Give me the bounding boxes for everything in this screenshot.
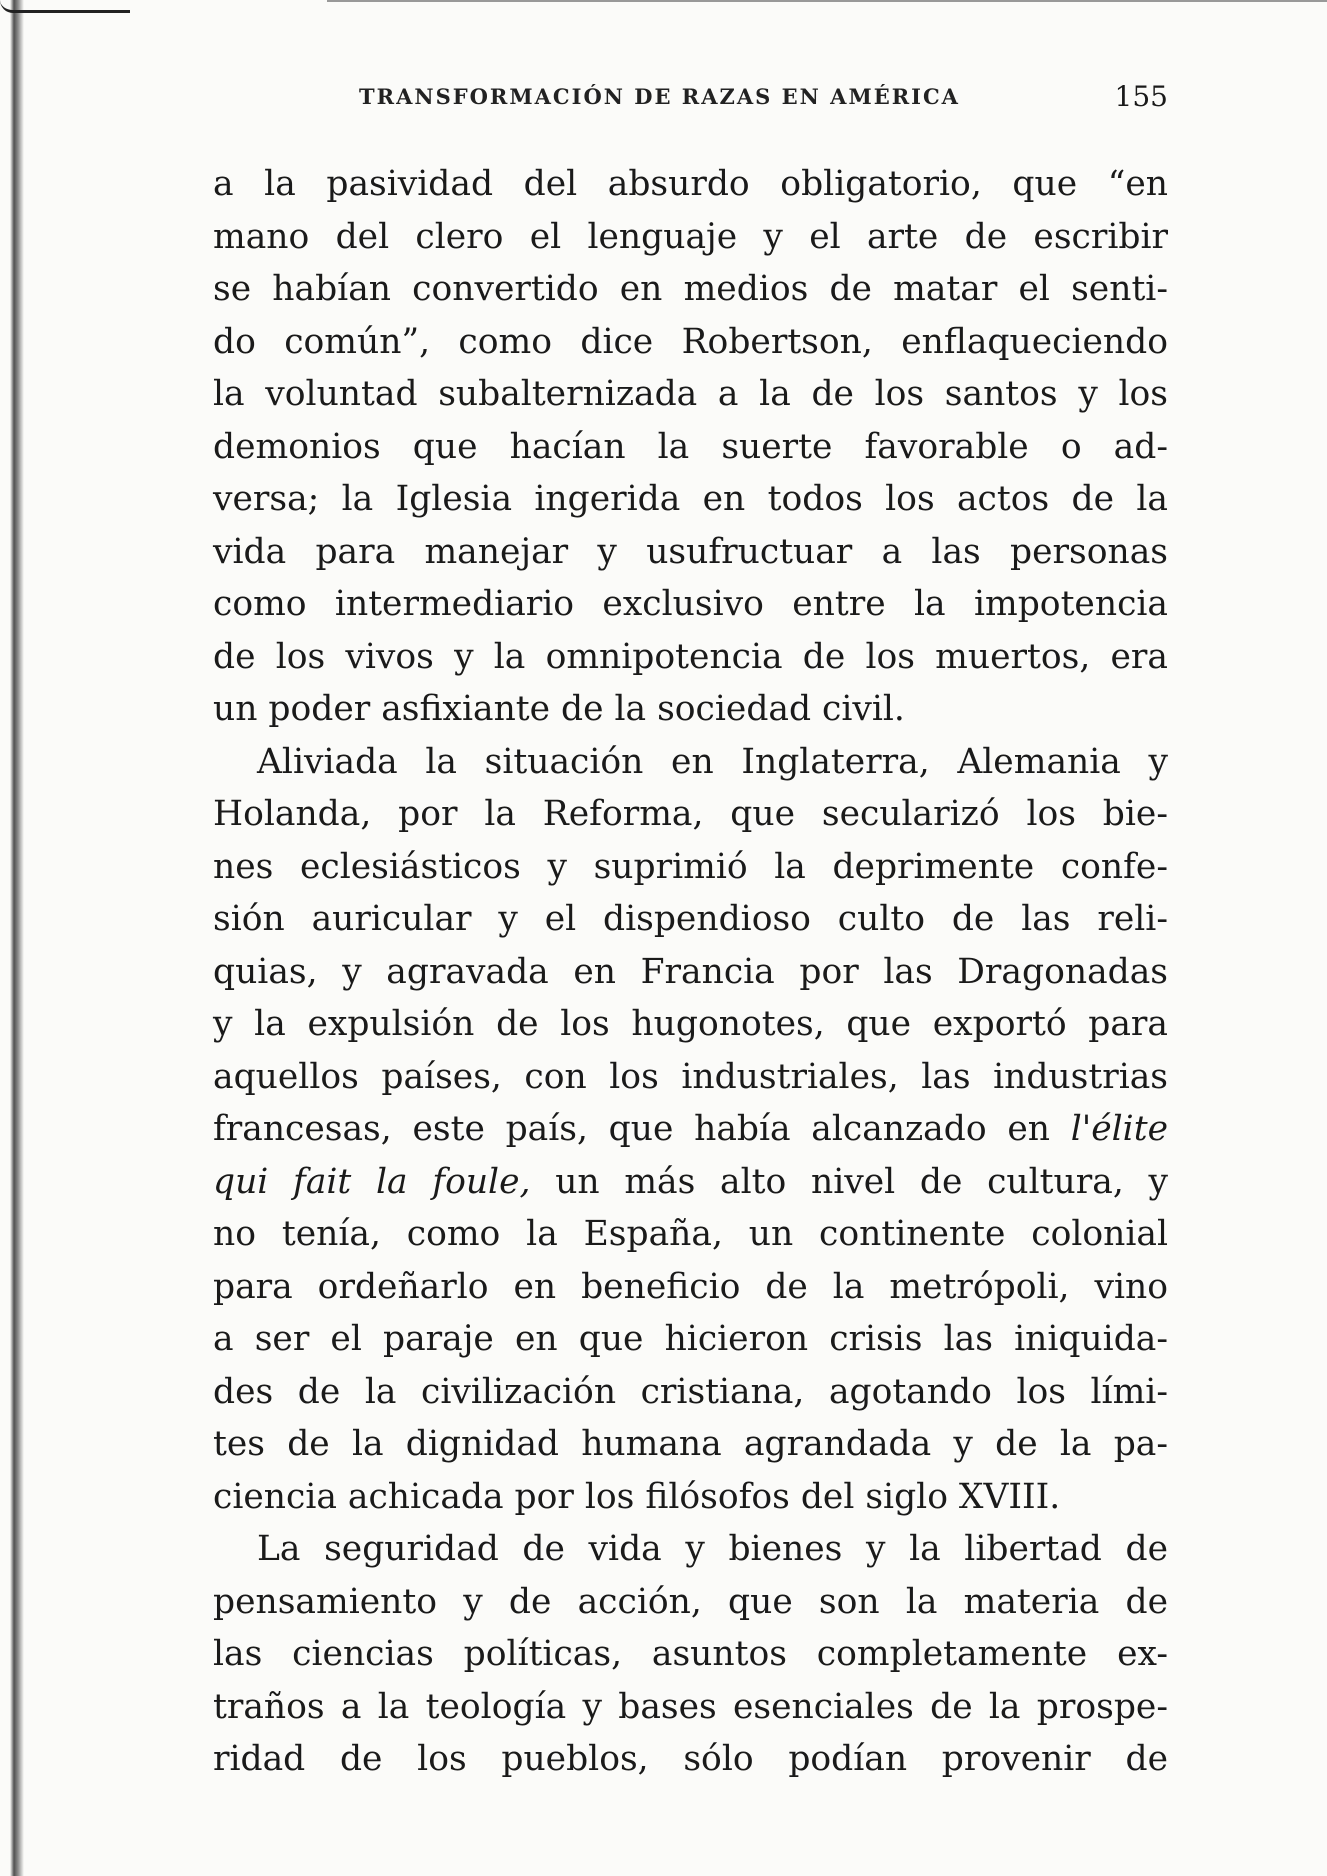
line-text: mano del clero el lenguaje y el arte de escribir [213,216,1168,257]
text-line [213,683,1168,736]
line-text: francesas, este país, que había alcanzado en [213,1109,1071,1149]
text-line [213,1523,1168,1576]
page-binding-edge [0,0,26,1876]
text-line [213,1156,1168,1209]
text-line [213,631,1168,684]
line-text: de los vivos y la omnipotencia de los muertos, era [213,636,1168,677]
line-text: no tenía, como la España, un continente colonial [213,1214,1168,1254]
line-text: la voluntad subalternizada a la de los santos y los [213,374,1168,414]
line-text: un poder asfixiante de la sociedad civil. [213,689,905,729]
text-line [213,841,1168,894]
line-text: sión auricular y el dispendioso culto de las reli- [213,899,1168,939]
text-line [213,1051,1168,1104]
text-line [213,1628,1168,1681]
line-text: nes eclesiásticos y suprimió la deprimente confe- [213,846,1168,887]
text-line [213,158,1168,211]
text-line [213,1208,1168,1261]
text-line [213,211,1168,264]
text-line [213,1366,1168,1419]
text-line [213,1681,1168,1734]
text-line [213,1261,1168,1314]
line-text: como intermediario exclusivo entre la impotencia [213,584,1168,624]
text-line [213,736,1168,789]
line-text: vida para manejar y usufructuar a las personas [213,531,1168,572]
text-line [213,316,1168,369]
scan-edge-line [0,0,130,13]
text-line [213,1313,1168,1366]
line-text: La seguridad de vida y bienes y la libertad de [257,1529,1168,1569]
text-line [213,1471,1168,1524]
line-text: se habían convertido en medios de matar el senti- [213,269,1168,309]
line-text: un más alto nivel de cultura, y [530,1161,1168,1202]
line-text: des de la civilización cristiana, agotando los lími- [213,1371,1168,1412]
line-text: y la expulsión de los hugonotes, que exportó para [213,1004,1168,1044]
line-text: versa; la Iglesia ingerida en todos los actos de la [213,479,1168,519]
line-text: Aliviada la situación en Inglaterra, Alemania y [257,741,1168,782]
scan-top-edge [327,0,1327,2]
line-text: ciencia achicada por los filósofos del siglo XVIII. [213,1476,1061,1517]
line-text: ridad de los pueblos, sólo podían provenir de [213,1739,1168,1779]
page-header [213,80,1168,120]
text-line [213,263,1168,316]
text-line [213,421,1168,474]
line-text: demonios que hacían la suerte favorable o ad- [213,426,1168,467]
line-text: a la pasividad del absurdo obligatorio, que “en [213,164,1168,204]
text-line [213,473,1168,526]
line-text: tes de la dignidad humana agrandada y de la pa- [213,1424,1168,1464]
text-line [213,893,1168,946]
body-text [213,158,1168,1786]
line-text: las ciencias políticas, asuntos completamente ex- [213,1634,1168,1674]
line-text: para ordeñarlo en beneficio de la metrópoli, vino [213,1266,1168,1307]
text-line [213,1418,1168,1471]
text-line [213,578,1168,631]
text-line [213,998,1168,1051]
line-text: quias, y agravada en Francia por las Dragonadas [213,951,1168,992]
line-text: traños a la teología y bases esenciales de la prospe- [213,1686,1168,1727]
text-line [213,1103,1168,1156]
italic-text: l'élite [1070,1109,1168,1149]
text-line [213,1733,1168,1786]
line-text: pensamiento y de acción, que son la materia de [213,1581,1168,1622]
italic-text: qui fait la foule, [213,1161,531,1202]
text-line [213,788,1168,841]
text-line [213,526,1168,579]
text-line [213,946,1168,999]
page-number: 155 [1114,80,1168,113]
line-text: aquellos países, con los industriales, las industrias [213,1056,1168,1097]
running-title: TRANSFORMACIÓN DE RAZAS EN AMÉRICA [359,84,960,109]
text-line [213,1576,1168,1629]
line-text: do común”, como dice Robertson, enflaqueciendo [213,321,1168,362]
text-line [213,368,1168,421]
line-text: a ser el paraje en que hicieron crisis las iniquida- [213,1319,1168,1359]
line-text: Holanda, por la Reforma, que secularizó los bie- [213,794,1168,834]
